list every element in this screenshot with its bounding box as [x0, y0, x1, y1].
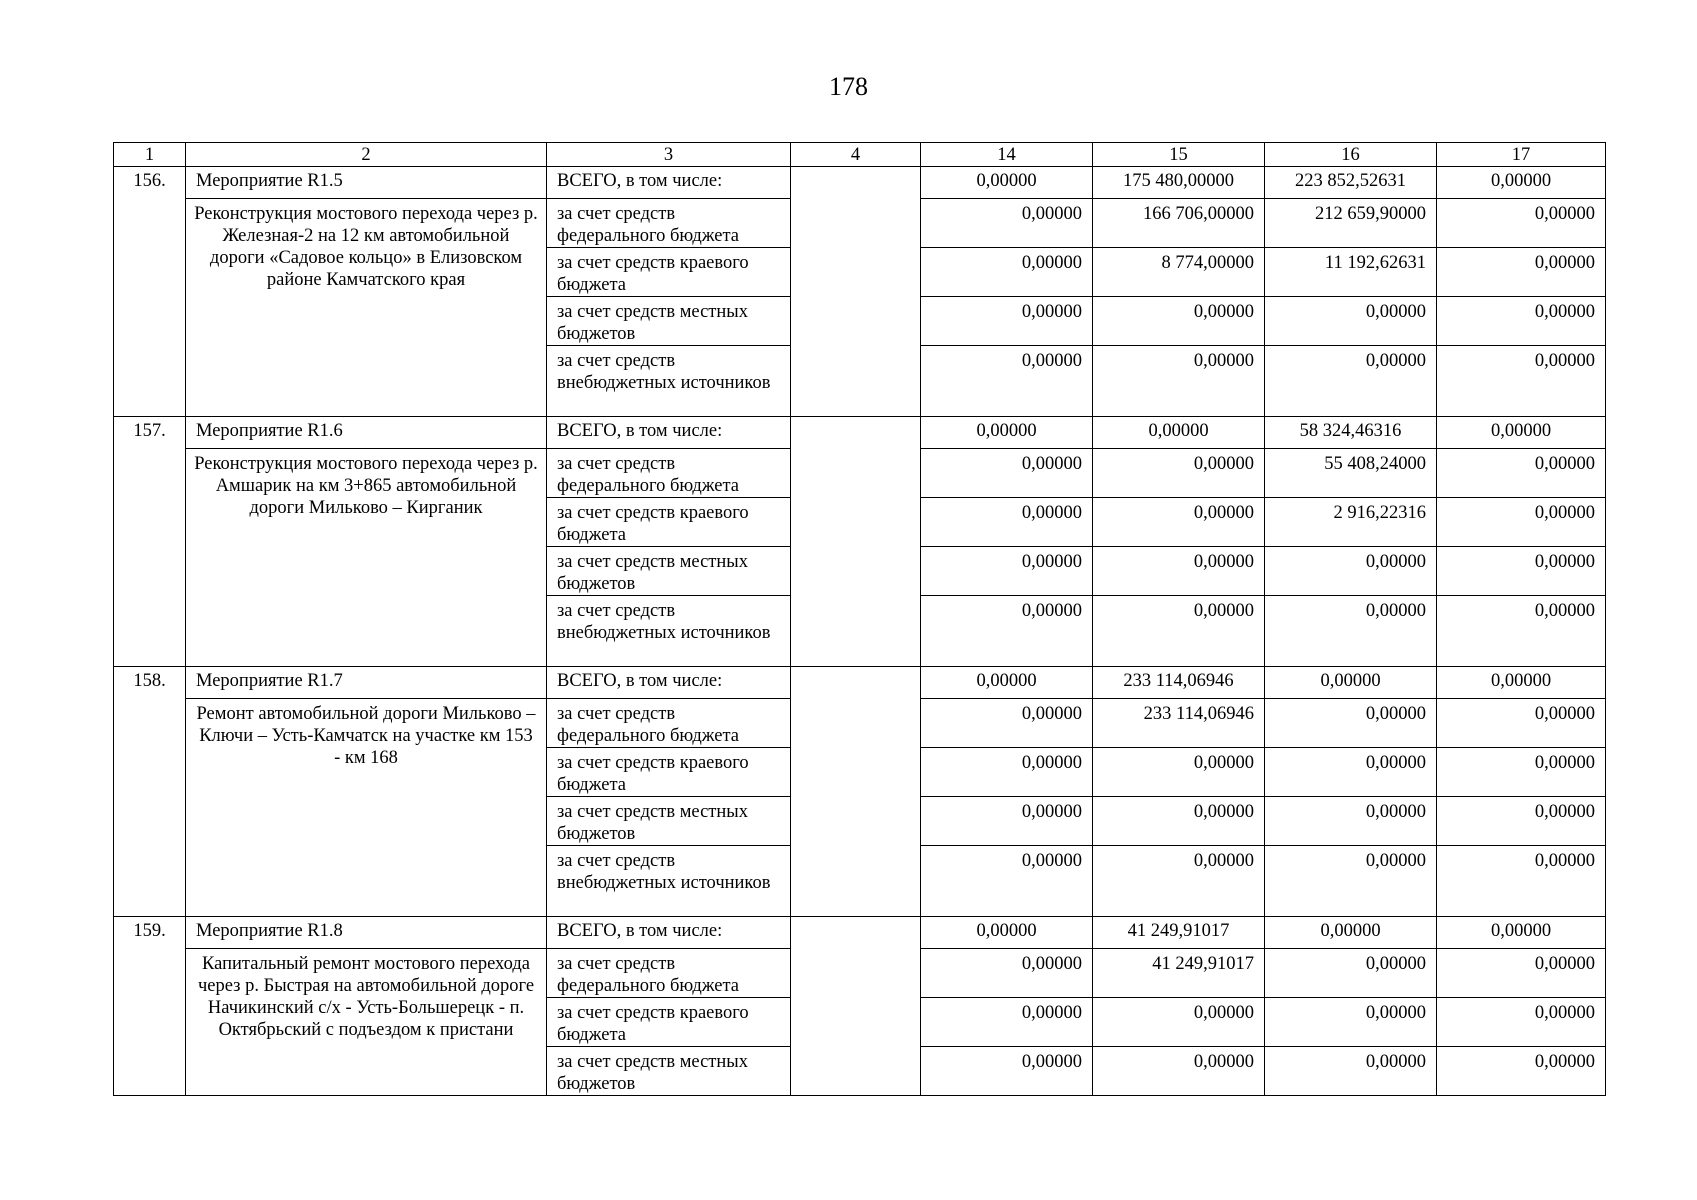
- column-header: 1: [114, 143, 186, 167]
- item-name: Мероприятие R1.7: [186, 667, 547, 699]
- total-value: 223 852,52631: [1265, 167, 1437, 199]
- column-header: 3: [547, 143, 791, 167]
- column-4-cell: [791, 667, 921, 917]
- funding-value: 0,00000: [921, 199, 1093, 248]
- funding-value: 0,00000: [1265, 748, 1437, 797]
- funding-value: 0,00000: [1265, 1047, 1437, 1096]
- funding-value: 0,00000: [921, 248, 1093, 297]
- funding-value: 0,00000: [921, 596, 1093, 667]
- funding-value: 8 774,00000: [1093, 248, 1265, 297]
- funding-value: 0,00000: [921, 699, 1093, 748]
- column-header: 4: [791, 143, 921, 167]
- page-number: 178: [829, 72, 868, 101]
- funding-source-label: за счет средств внебюджетных источников: [547, 846, 791, 917]
- funding-value: 233 114,06946: [1093, 699, 1265, 748]
- total-value: 175 480,00000: [1093, 167, 1265, 199]
- funding-source-label: за счет средств внебюджетных источников: [547, 346, 791, 417]
- total-value: 0,00000: [1437, 417, 1606, 449]
- funding-value: 55 408,24000: [1265, 449, 1437, 498]
- item-description: Капитальный ремонт мостового перехода через р. Быстрая на автомобильной дороге Начикинский с/х - Усть-Большерецк - п. Октябрьский с подъездом к пристани: [186, 949, 547, 1096]
- funding-value: 0,00000: [1437, 248, 1606, 297]
- funding-value: 0,00000: [921, 1047, 1093, 1096]
- table-row: [114, 417, 1606, 449]
- funding-value: 0,00000: [921, 449, 1093, 498]
- table-row: [114, 917, 1606, 949]
- budget-table: [113, 142, 1606, 1096]
- total-label: ВСЕГО, в том числе:: [547, 917, 791, 949]
- total-value: 233 114,06946: [1093, 667, 1265, 699]
- funding-source-label: за счет средств местных бюджетов: [547, 547, 791, 596]
- funding-value: 0,00000: [1093, 797, 1265, 846]
- funding-value: 0,00000: [1093, 596, 1265, 667]
- funding-value: 0,00000: [1265, 846, 1437, 917]
- funding-value: 0,00000: [1437, 498, 1606, 547]
- funding-source-label: за счет средств краевого бюджета: [547, 498, 791, 547]
- column-header: 2: [186, 143, 547, 167]
- column-4-cell: [791, 917, 921, 1096]
- funding-value: 0,00000: [1437, 547, 1606, 596]
- funding-value: 0,00000: [1093, 846, 1265, 917]
- funding-value: 0,00000: [921, 498, 1093, 547]
- funding-source-label: за счет средств федерального бюджета: [547, 449, 791, 498]
- funding-value: 0,00000: [921, 846, 1093, 917]
- funding-value: 11 192,62631: [1265, 248, 1437, 297]
- funding-value: 0,00000: [1093, 297, 1265, 346]
- table-row: [114, 167, 1606, 199]
- column-4-cell: [791, 167, 921, 417]
- column-header: 16: [1265, 143, 1437, 167]
- funding-source-label: за счет средств внебюджетных источников: [547, 596, 791, 667]
- funding-value: 0,00000: [1265, 699, 1437, 748]
- funding-value: 0,00000: [1437, 199, 1606, 248]
- total-value: 0,00000: [1265, 917, 1437, 949]
- funding-source-label: за счет средств федерального бюджета: [547, 949, 791, 998]
- total-value: 0,00000: [1265, 667, 1437, 699]
- funding-value: 0,00000: [1437, 346, 1606, 417]
- total-label: ВСЕГО, в том числе:: [547, 167, 791, 199]
- funding-value: 0,00000: [1093, 449, 1265, 498]
- funding-value: 0,00000: [921, 797, 1093, 846]
- total-value: 0,00000: [921, 167, 1093, 199]
- funding-value: 0,00000: [921, 346, 1093, 417]
- column-header: 14: [921, 143, 1093, 167]
- funding-value: 0,00000: [1265, 797, 1437, 846]
- column-header: 15: [1093, 143, 1265, 167]
- funding-value: 0,00000: [1437, 797, 1606, 846]
- funding-value: 0,00000: [1437, 949, 1606, 998]
- funding-source-label: за счет средств местных бюджетов: [547, 797, 791, 846]
- total-label: ВСЕГО, в том числе:: [547, 417, 791, 449]
- funding-value: 0,00000: [1265, 596, 1437, 667]
- total-value: 0,00000: [1093, 417, 1265, 449]
- item-description: Реконструкция мостового перехода через р. Железная-2 на 12 км автомобильной дороги «Садовое кольцо» в Елизовском районе Камчатского края: [186, 199, 547, 417]
- funding-value: 166 706,00000: [1093, 199, 1265, 248]
- funding-value: 0,00000: [921, 998, 1093, 1047]
- funding-value: 0,00000: [1437, 449, 1606, 498]
- funding-value: 0,00000: [1437, 699, 1606, 748]
- funding-value: 0,00000: [1437, 998, 1606, 1047]
- total-value: 0,00000: [1437, 917, 1606, 949]
- total-value: 0,00000: [921, 417, 1093, 449]
- total-value: 58 324,46316: [1265, 417, 1437, 449]
- header-row: [114, 143, 1606, 167]
- item-number: 157.: [114, 417, 186, 667]
- funding-value: 0,00000: [1265, 297, 1437, 346]
- funding-value: 2 916,22316: [1265, 498, 1437, 547]
- funding-value: 0,00000: [1437, 748, 1606, 797]
- funding-value: 212 659,90000: [1265, 199, 1437, 248]
- funding-source-label: за счет средств федерального бюджета: [547, 199, 791, 248]
- funding-value: 0,00000: [921, 748, 1093, 797]
- funding-value: 0,00000: [1093, 748, 1265, 797]
- table-row: [114, 667, 1606, 699]
- total-value: 0,00000: [1437, 667, 1606, 699]
- funding-source-label: за счет средств краевого бюджета: [547, 248, 791, 297]
- item-number: 156.: [114, 167, 186, 417]
- funding-value: 0,00000: [1093, 547, 1265, 596]
- funding-value: 0,00000: [1093, 498, 1265, 547]
- column-header: 17: [1437, 143, 1606, 167]
- funding-source-label: за счет средств местных бюджетов: [547, 1047, 791, 1096]
- funding-source-label: за счет средств краевого бюджета: [547, 748, 791, 797]
- funding-source-label: за счет средств федерального бюджета: [547, 699, 791, 748]
- funding-value: 0,00000: [1093, 1047, 1265, 1096]
- item-description: Реконструкция мостового перехода через р. Амшарик на км 3+865 автомобильной дороги Мильково – Кирганик: [186, 449, 547, 667]
- funding-source-label: за счет средств краевого бюджета: [547, 998, 791, 1047]
- funding-value: 0,00000: [1265, 346, 1437, 417]
- item-name: Мероприятие R1.5: [186, 167, 547, 199]
- item-name: Мероприятие R1.8: [186, 917, 547, 949]
- funding-value: 0,00000: [1437, 596, 1606, 667]
- funding-value: 41 249,91017: [1093, 949, 1265, 998]
- total-value: 41 249,91017: [1093, 917, 1265, 949]
- funding-value: 0,00000: [1437, 1047, 1606, 1096]
- item-number: 159.: [114, 917, 186, 1096]
- total-value: 0,00000: [921, 667, 1093, 699]
- item-number: 158.: [114, 667, 186, 917]
- total-value: 0,00000: [1437, 167, 1606, 199]
- funding-value: 0,00000: [1265, 547, 1437, 596]
- total-label: ВСЕГО, в том числе:: [547, 667, 791, 699]
- total-value: 0,00000: [921, 917, 1093, 949]
- item-name: Мероприятие R1.6: [186, 417, 547, 449]
- funding-value: 0,00000: [1437, 846, 1606, 917]
- funding-value: 0,00000: [1265, 998, 1437, 1047]
- column-4-cell: [791, 417, 921, 667]
- funding-value: 0,00000: [921, 297, 1093, 346]
- funding-value: 0,00000: [1093, 346, 1265, 417]
- funding-value: 0,00000: [1093, 998, 1265, 1047]
- funding-value: 0,00000: [921, 949, 1093, 998]
- funding-source-label: за счет средств местных бюджетов: [547, 297, 791, 346]
- funding-value: 0,00000: [1437, 297, 1606, 346]
- item-description: Ремонт автомобильной дороги Мильково – Ключи – Усть-Камчатск на участке км 153 - км 168: [186, 699, 547, 917]
- funding-value: 0,00000: [1265, 949, 1437, 998]
- funding-value: 0,00000: [921, 547, 1093, 596]
